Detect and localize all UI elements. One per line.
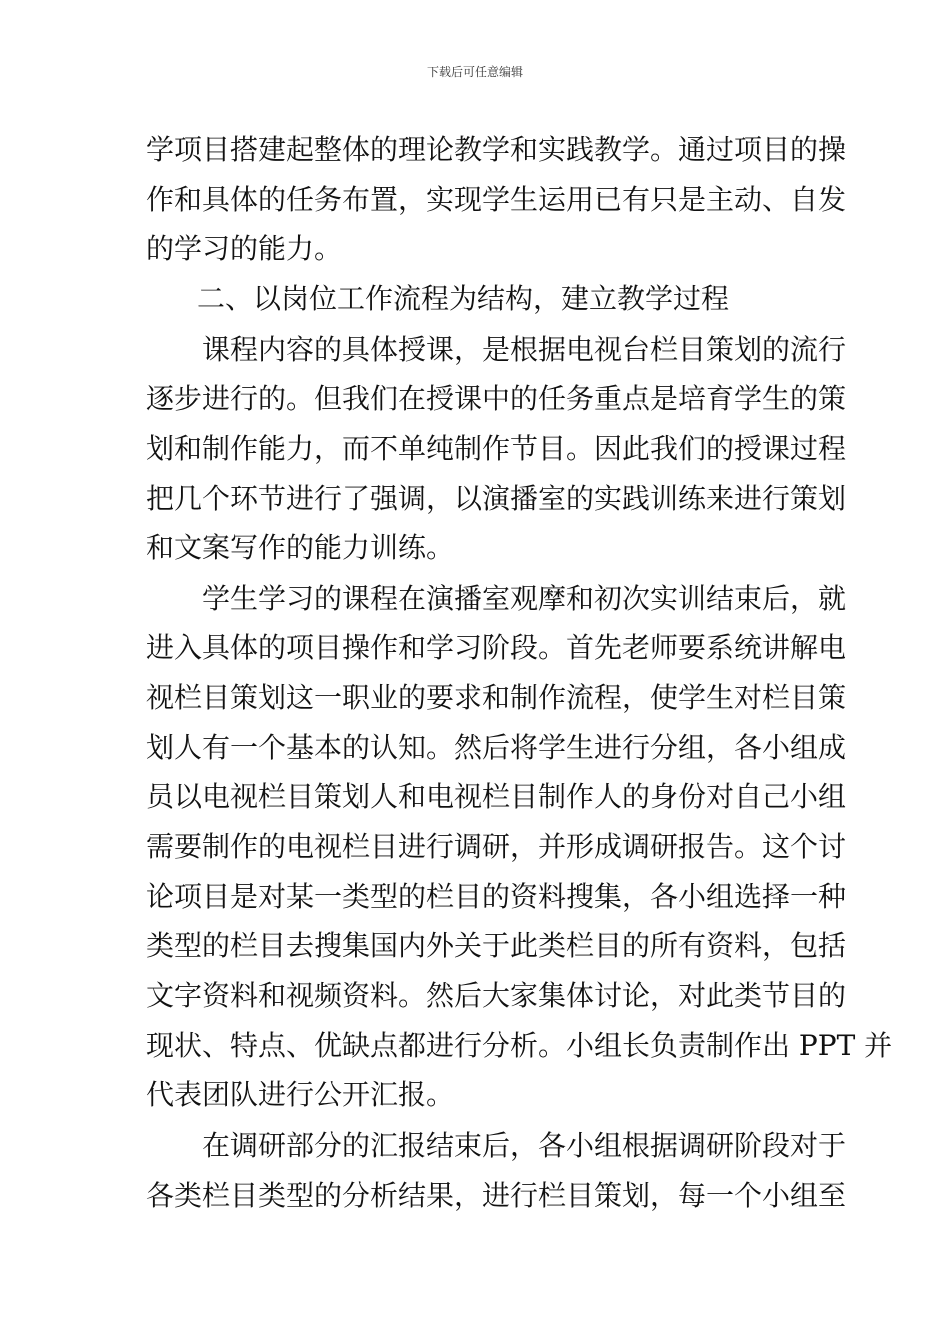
body-line-6: 逐步进行的。但我们在授课中的任务重点是培育学生的策 bbox=[146, 382, 847, 415]
body-line-14: 员以电视栏目策划人和电视栏目制作人的身份对自己小组 bbox=[146, 780, 847, 813]
body-line-15: 需要制作的电视栏目进行调研，并形成调研报告。这个讨 bbox=[146, 830, 847, 863]
page-header-note: 下载后可任意编辑 bbox=[426, 65, 523, 79]
body-line-2: 作和具体的任务布置，实现学生运用已有只是主动、自发 bbox=[146, 183, 847, 216]
body-line-12: 视栏目策划这一职业的要求和制作流程，使学生对栏目策 bbox=[146, 681, 847, 714]
body-line-9: 和文案写作的能力训练。 bbox=[146, 531, 455, 564]
body-line-3: 的学习的能力。 bbox=[146, 232, 343, 265]
body-line-18: 文字资料和视频资料。然后大家集体讨论，对此类节目的 bbox=[146, 979, 847, 1012]
body-line-13: 划人有一个基本的认知。然后将学生进行分组，各小组成 bbox=[146, 731, 847, 764]
body-line-8: 把几个环节进行了强调，以演播室的实践训练来进行策划 bbox=[146, 482, 847, 515]
body-line-21: 在调研部分的汇报结束后，各小组根据调研阶段对于 bbox=[202, 1129, 847, 1162]
body-line-5: 课程内容的具体授课，是根据电视台栏目策划的流行 bbox=[202, 333, 847, 366]
body-line-7: 划和制作能力，而不单纯制作节目。因此我们的授课过程 bbox=[146, 432, 847, 465]
body-line-22: 各类栏目类型的分析结果，进行栏目策划，每一个小组至 bbox=[146, 1179, 847, 1212]
body-line-1: 学项目搭建起整体的理论教学和实践教学。通过项目的操 bbox=[146, 133, 847, 166]
body-line-16: 论项目是对某一类型的栏目的资料搜集，各小组选择一种 bbox=[146, 880, 847, 913]
section-heading: 二、以岗位工作流程为结构，建立教学过程 bbox=[197, 282, 730, 315]
body-line-10: 学生学习的课程在演播室观摩和初次实训结束后，就 bbox=[202, 582, 847, 615]
body-line-20: 代表团队进行公开汇报。 bbox=[146, 1078, 455, 1111]
body-line-17: 类型的栏目去搜集国内外关于此类栏目的所有资料，包括 bbox=[146, 929, 847, 962]
body-line-11: 进入具体的项目操作和学习阶段。首先老师要系统讲解电 bbox=[146, 631, 847, 664]
body-line-19: 现状、特点、优缺点都进行分析。小组长负责制作出 PPT 并 bbox=[146, 1029, 893, 1062]
